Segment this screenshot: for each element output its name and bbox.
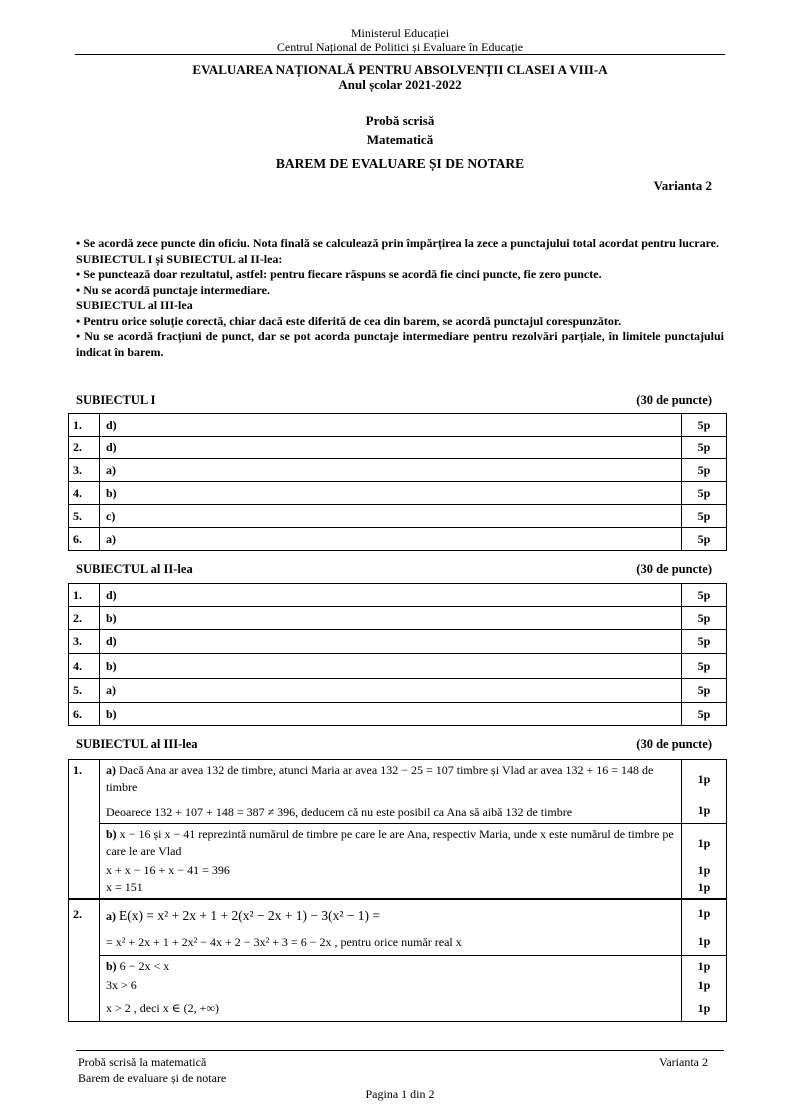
table-row: [69, 414, 727, 437]
item-points: 5p: [682, 630, 727, 654]
step-text: x − 16 și x − 41 reprezintă numărul de timbre pe care le are Ana, respectiv Maria, unde x este numărul de timbre pe care le are Vlad: [106, 827, 674, 858]
table-row: [69, 584, 727, 607]
problem-2b-step-1: [100, 956, 682, 976]
item-answer: d): [100, 437, 682, 459]
table-row: [69, 437, 727, 459]
item-answer: d): [100, 630, 682, 654]
problem-number: 2.: [69, 899, 100, 1022]
problem-2a-step-2: = x² + 2x + 1 + 2x² − 4x + 2 − 3x² + 3 = 6 − 2x , pentru orice număr real x: [100, 927, 682, 956]
table-row: [69, 703, 727, 726]
note-official-points: • Se acordă zece puncte din oficiu. Nota finală se calculează prin împărțirea la zece a punctajului total acordat pentru lucrare.: [76, 236, 720, 250]
problem-2b-step-2: 3x > 6: [100, 975, 682, 996]
table-row: [69, 482, 727, 505]
table-row: [69, 975, 727, 996]
table-row: [69, 630, 727, 654]
item-points: 5p: [682, 584, 727, 607]
document-title: BAREM DE EVALUARE ȘI DE NOTARE: [275, 156, 525, 171]
subject-name: Matematică: [366, 132, 434, 147]
section-2-title: SUBIECTUL al II-lea: [76, 562, 193, 576]
item-number: 5.: [69, 505, 100, 528]
grading-notes: [76, 236, 724, 360]
item-answer: d): [100, 584, 682, 607]
school-year: Anul școlar 2021-2022: [338, 77, 462, 92]
item-points: 5p: [682, 459, 727, 482]
step-points: 1p: [682, 760, 727, 799]
item-points: 5p: [682, 414, 727, 437]
note-correct-solution: • Pentru orice soluție corectă, chiar dacă este diferită de cea din barem, se acordă punctajul corespunzător.: [76, 313, 622, 328]
item-number: 1.: [69, 414, 100, 437]
step-points: 1p: [682, 824, 727, 863]
problem-2b-step-3: x > 2 , deci x ∈ (2, +∞): [100, 996, 682, 1022]
section-3-title: SUBIECTUL al III-lea: [76, 737, 198, 751]
item-points: 5p: [682, 703, 727, 726]
note-no-fractions: • Nu se acordă fracțiuni de punct, dar se pot acorda punctaje intermediare pentru rezolvări parțiale, în limitele punctajului indicat în barem.: [76, 329, 724, 359]
item-answer: d): [100, 414, 682, 437]
table-row: [69, 879, 727, 899]
step-points: 1p: [682, 879, 727, 899]
header-divider: [75, 54, 725, 55]
section-2-points: (30 de puncte): [636, 562, 712, 576]
item-points: 5p: [682, 607, 727, 630]
variant-label: Varianta 2: [653, 178, 712, 193]
footer-variant: Varianta 2: [659, 1055, 708, 1069]
section-3-scoring-table: [68, 759, 727, 1022]
problem-1b-step-2: x + x − 16 + x − 41 = 396: [100, 862, 682, 879]
item-points: 5p: [682, 482, 727, 505]
problem-1a-step-2: Deoarece 132 + 107 + 148 = 387 ≠ 396, deducem că nu este posibil ca Ana să aibă 132 de timbre: [100, 798, 682, 824]
table-row: [69, 899, 727, 927]
item-number: 4.: [69, 482, 100, 505]
step-points: 1p: [682, 996, 727, 1022]
section-1-points: (30 de puncte): [636, 393, 712, 407]
table-row: [69, 927, 727, 956]
exam-title: EVALUAREA NAȚIONALĂ PENTRU ABSOLVENȚII CLASEI A VIII-A: [192, 62, 608, 77]
step-points: 1p: [682, 956, 727, 976]
part-label: a): [106, 763, 116, 777]
step-points: 1p: [682, 798, 727, 824]
item-answer: c): [100, 505, 682, 528]
table-row: [69, 528, 727, 551]
table-row: [69, 679, 727, 703]
part-label: b): [106, 827, 117, 841]
item-number: 1.: [69, 584, 100, 607]
item-answer: b): [100, 703, 682, 726]
problem-1b-step-1: [100, 824, 682, 863]
item-number: 2.: [69, 437, 100, 459]
item-points: 5p: [682, 679, 727, 703]
item-answer: a): [100, 528, 682, 551]
item-points: 5p: [682, 528, 727, 551]
note-result-only: • Se punctează doar rezultatul, astfel: pentru fiecare răspuns se acordă fie cinci puncte, fie zero puncte.: [76, 267, 602, 281]
section-1-answer-table: [68, 413, 727, 551]
item-answer: b): [100, 654, 682, 679]
table-row: [69, 956, 727, 976]
item-number: 5.: [69, 679, 100, 703]
table-row: [69, 607, 727, 630]
part-label: b): [106, 959, 117, 973]
footer-divider: [76, 1050, 724, 1051]
step-points: 1p: [682, 927, 727, 956]
item-answer: a): [100, 679, 682, 703]
table-row: [69, 505, 727, 528]
center-name: Centrul Național de Politici și Evaluare în Educație: [276, 40, 524, 54]
part-label: a): [106, 909, 116, 923]
item-number: 6.: [69, 528, 100, 551]
footer-doc-name: Barem de evaluare și de notare: [78, 1071, 227, 1085]
problem-1a-step-1: [100, 760, 682, 799]
step-text: Dacă Ana ar avea 132 de timbre, atunci Maria ar avea 132 − 25 = 107 timbre și Vlad ar avea 132 + 16 = 148 de timbre: [106, 763, 654, 794]
ministry-name: Ministerul Educației: [350, 26, 450, 40]
section-3-points: (30 de puncte): [636, 737, 712, 751]
item-number: 3.: [69, 459, 100, 482]
step-points: 1p: [682, 899, 727, 927]
page-number: Pagina 1 din 2: [365, 1087, 435, 1101]
problem-number: 1.: [69, 760, 100, 900]
section-2-answer-table: [68, 583, 727, 726]
note-no-intermediate: • Nu se acordă punctaje intermediare.: [76, 282, 270, 297]
table-row: [69, 996, 727, 1022]
item-points: 5p: [682, 505, 727, 528]
test-type: Probă scrisă: [365, 113, 435, 128]
item-answer: a): [100, 459, 682, 482]
problem-1b-step-3: x = 151: [100, 879, 682, 899]
table-row: [69, 862, 727, 879]
section-1-title: SUBIECTUL I: [76, 393, 156, 407]
step-points: 1p: [682, 975, 727, 996]
item-number: 4.: [69, 654, 100, 679]
table-row: [69, 798, 727, 824]
footer-test-name: Probă scrisă la matematică: [78, 1055, 207, 1069]
note-heading-s3: SUBIECTUL al III-lea: [76, 298, 193, 312]
table-row: [69, 459, 727, 482]
item-answer: b): [100, 482, 682, 505]
item-number: 6.: [69, 703, 100, 726]
item-points: 5p: [682, 654, 727, 679]
table-row: [69, 654, 727, 679]
item-answer: b): [100, 607, 682, 630]
table-row: [69, 824, 727, 863]
note-heading-s1-s2: SUBIECTUL I și SUBIECTUL al II-lea:: [76, 251, 283, 266]
step-points: 1p: [682, 862, 727, 879]
item-points: 5p: [682, 437, 727, 459]
item-number: 2.: [69, 607, 100, 630]
item-number: 3.: [69, 630, 100, 654]
step-text: E(x) = x² + 2x + 1 + 2(x² − 2x + 1) − 3(x² − 1) =: [119, 908, 381, 923]
problem-2a-step-1: [100, 899, 682, 927]
table-row: [69, 760, 727, 799]
step-text: 6 − 2x < x: [119, 959, 170, 973]
